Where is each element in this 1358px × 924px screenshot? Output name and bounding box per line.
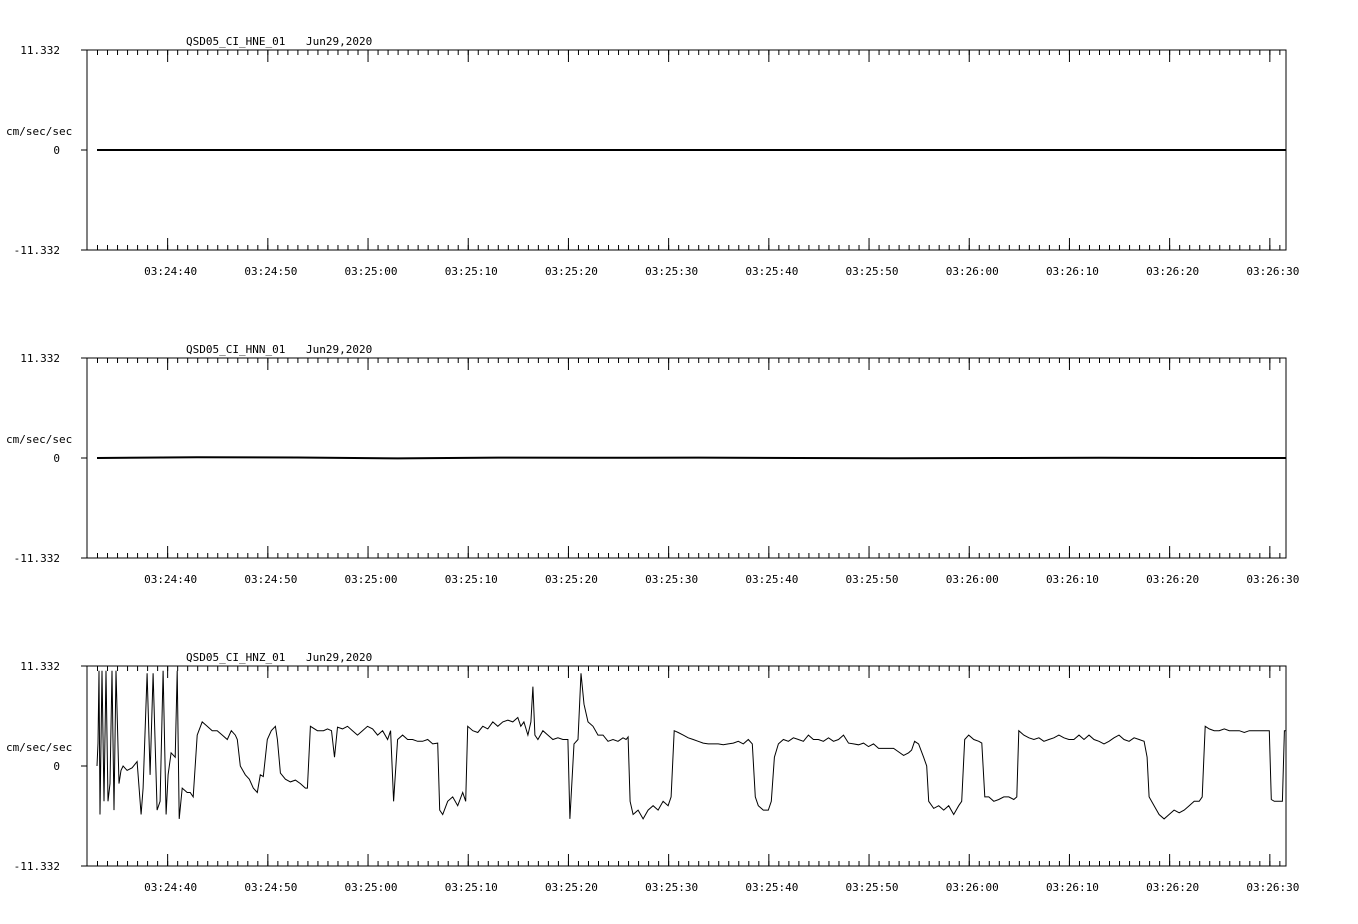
panel-1 — [6, 35, 1299, 278]
panel-2 — [6, 343, 1299, 586]
y-tick-label: 0 — [53, 760, 60, 773]
x-tick-label: 03:26:00 — [945, 881, 999, 894]
x-tick-label: 03:26:10 — [1045, 265, 1099, 278]
channel-title: QSD05_CI_HNZ_01 — [186, 651, 286, 664]
trace-line — [97, 457, 1286, 458]
x-tick-label: 03:26:30 — [1246, 881, 1300, 894]
x-tick-label: 03:25:10 — [444, 573, 498, 586]
x-tick-label: 03:24:50 — [244, 881, 298, 894]
y-axis-label: cm/sec/sec — [6, 741, 73, 754]
channel-date: Jun29,2020 — [306, 35, 373, 48]
channel-title: QSD05_CI_HNE_01 — [186, 35, 286, 48]
x-tick-label: 03:25:10 — [444, 881, 498, 894]
x-tick-label: 03:25:30 — [645, 265, 699, 278]
y-tick-label: -11.332 — [13, 552, 60, 565]
x-tick-label: 03:26:00 — [945, 265, 999, 278]
x-tick-label: 03:25:40 — [745, 881, 799, 894]
x-tick-label: 03:26:30 — [1246, 265, 1300, 278]
x-tick-label: 03:26:20 — [1146, 573, 1200, 586]
x-tick-label: 03:24:40 — [144, 573, 198, 586]
x-tick-label: 03:24:50 — [244, 265, 298, 278]
x-tick-label: 03:24:40 — [144, 265, 198, 278]
y-tick-label: -11.332 — [13, 860, 60, 873]
x-tick-label: 03:25:50 — [845, 573, 899, 586]
x-tick-label: 03:25:10 — [444, 265, 498, 278]
x-tick-label: 03:26:10 — [1045, 573, 1099, 586]
x-tick-label: 03:25:40 — [745, 265, 799, 278]
y-tick-label: 11.332 — [20, 44, 60, 57]
x-tick-label: 03:25:20 — [544, 881, 598, 894]
x-tick-label: 03:26:00 — [945, 573, 999, 586]
x-tick-label: 03:25:50 — [845, 265, 899, 278]
channel-date: Jun29,2020 — [306, 651, 373, 664]
x-tick-label: 03:25:50 — [845, 881, 899, 894]
x-tick-label: 03:25:20 — [544, 573, 598, 586]
x-tick-label: 03:26:30 — [1246, 573, 1300, 586]
x-tick-label: 03:26:10 — [1045, 881, 1099, 894]
x-tick-label: 03:25:20 — [544, 265, 598, 278]
x-tick-label: 03:25:00 — [344, 573, 398, 586]
x-tick-label: 03:25:00 — [344, 881, 398, 894]
y-tick-label: 0 — [53, 452, 60, 465]
x-tick-label: 03:24:50 — [244, 573, 298, 586]
y-tick-label: 11.332 — [20, 352, 60, 365]
x-tick-label: 03:25:30 — [645, 573, 699, 586]
x-tick-label: 03:26:20 — [1146, 265, 1200, 278]
y-axis-label: cm/sec/sec — [6, 125, 73, 138]
panel-3 — [6, 651, 1299, 894]
x-tick-label: 03:26:20 — [1146, 881, 1200, 894]
y-tick-label: -11.332 — [13, 244, 60, 257]
channel-title: QSD05_CI_HNN_01 — [186, 343, 286, 356]
y-tick-label: 0 — [53, 144, 60, 157]
trace-line — [97, 671, 1286, 819]
channel-date: Jun29,2020 — [306, 343, 373, 356]
x-tick-label: 03:24:40 — [144, 881, 198, 894]
x-tick-label: 03:25:30 — [645, 881, 699, 894]
x-tick-label: 03:25:00 — [344, 265, 398, 278]
x-tick-label: 03:25:40 — [745, 573, 799, 586]
plot-frame — [87, 666, 1286, 866]
y-tick-label: 11.332 — [20, 660, 60, 673]
y-axis-label: cm/sec/sec — [6, 433, 73, 446]
